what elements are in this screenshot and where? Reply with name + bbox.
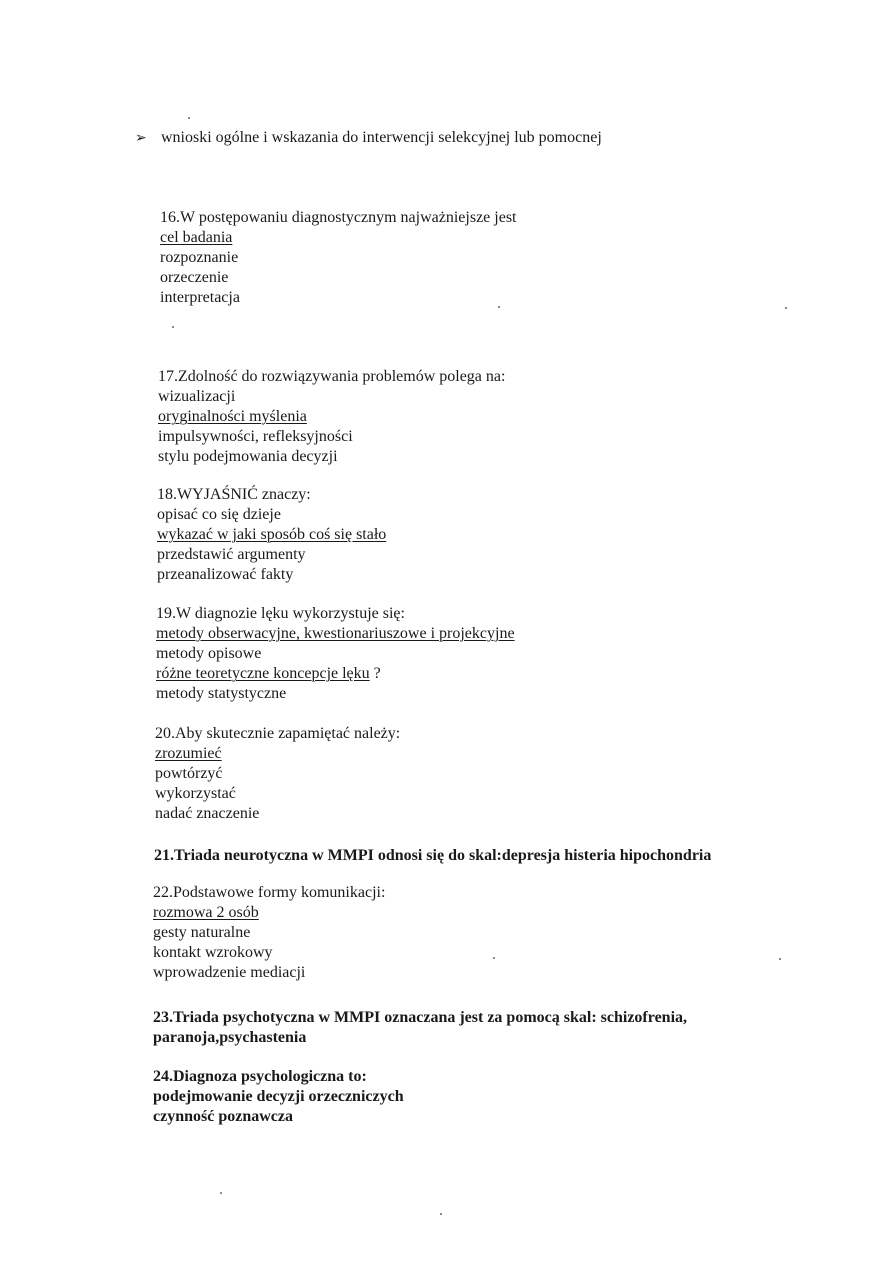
question-23-line-1: 23.Triada psychotyczna w MMPI oznaczana jest za pomocą skal: schizofrenia, — [153, 1009, 688, 1026]
question-20-option-3: wykorzystać — [155, 785, 236, 802]
question-17 — [158, 367, 505, 467]
question-16-option-3: orzeczenie — [160, 269, 229, 286]
question-20-option-4: nadać znaczenie — [155, 805, 260, 822]
question-16-option-2: rozpoznanie — [160, 249, 239, 266]
question-18-title: 18.WYJAŚNIĆ znaczy: — [157, 486, 311, 503]
scan-speck — [498, 306, 500, 308]
question-21 — [154, 846, 711, 866]
question-17-title: 17.Zdolność do rozwiązywania problemów polega na: — [158, 368, 506, 385]
question-mark: ? — [369, 665, 381, 682]
question-17-option-1: wizualizacji — [158, 388, 236, 405]
question-18-option-4: przeanalizować fakty — [157, 566, 294, 583]
question-20 — [155, 724, 400, 824]
question-19-title: 19.W diagnozie lęku wykorzystuje się: — [156, 605, 405, 622]
question-22-title: 22.Podstawowe formy komunikacji: — [153, 884, 386, 901]
scan-speck — [779, 958, 781, 960]
scan-speck — [785, 307, 787, 309]
question-22 — [153, 883, 385, 983]
question-17-option-3: impulsywności, refleksyjności — [158, 428, 353, 445]
question-24 — [153, 1067, 404, 1127]
question-24-title: 24.Diagnoza psychologiczna to: — [153, 1068, 367, 1085]
question-20-answer-marked: zrozumieć — [155, 745, 222, 762]
question-16 — [160, 208, 517, 308]
question-18-answer-marked: wykazać w jaki sposób coś się stało — [157, 526, 387, 543]
question-24-option-2: czynność poznawcza — [153, 1108, 293, 1125]
conclusions-bullet — [135, 127, 602, 149]
question-18-option-1: opisać co się dzieje — [157, 506, 281, 523]
question-24-option-1: podejmowanie decyzji orzeczniczych — [153, 1088, 404, 1105]
question-17-answer-marked: oryginalności myślenia — [158, 408, 307, 425]
question-19-option-2: metody opisowe — [156, 645, 262, 662]
question-23-line-2: paranoja,psychastenia — [153, 1029, 307, 1046]
question-19-option-4: metody statystyczne — [156, 685, 287, 702]
question-22-answer-marked: rozmowa 2 osób — [153, 904, 259, 921]
scan-speck — [440, 1213, 442, 1215]
question-22-option-4: wprowadzenie mediacji — [153, 964, 306, 981]
question-21-text: 21.Triada neurotyczna w MMPI odnosi się do skal:depresja histeria hipochondria — [154, 847, 712, 864]
bullet-text: wnioski ogólne i wskazania do interwencji selekcyjnej lub pomocnej — [161, 129, 602, 146]
question-20-title: 20.Aby skutecznie zapamiętać należy: — [155, 725, 401, 742]
scan-speck — [220, 1192, 222, 1194]
question-18 — [157, 485, 386, 585]
question-19 — [156, 604, 515, 704]
arrow-bullet-icon: ➢ — [135, 130, 147, 146]
question-16-option-4: interpretacja — [160, 289, 240, 306]
question-18-option-3: przedstawić argumenty — [157, 546, 306, 563]
question-22-option-2: gesty naturalne — [153, 924, 251, 941]
question-19-answer-marked-2: różne teoretyczne koncepcje lęku — [156, 665, 370, 682]
question-17-option-4: stylu podejmowania decyzji — [158, 448, 338, 465]
question-22-option-3: kontakt wzrokowy — [153, 944, 273, 961]
question-16-title: 16.W postępowaniu diagnostycznym najważniejsze jest — [160, 209, 517, 226]
scan-speck — [188, 117, 190, 119]
question-23 — [153, 1008, 687, 1048]
scan-speck — [493, 957, 495, 959]
question-19-answer-marked: metody obserwacyjne, kwestionariuszowe i projekcyjne — [156, 625, 515, 642]
question-20-option-2: powtórzyć — [155, 765, 223, 782]
question-16-answer-marked: cel badania — [160, 229, 233, 246]
scan-speck — [172, 326, 174, 328]
